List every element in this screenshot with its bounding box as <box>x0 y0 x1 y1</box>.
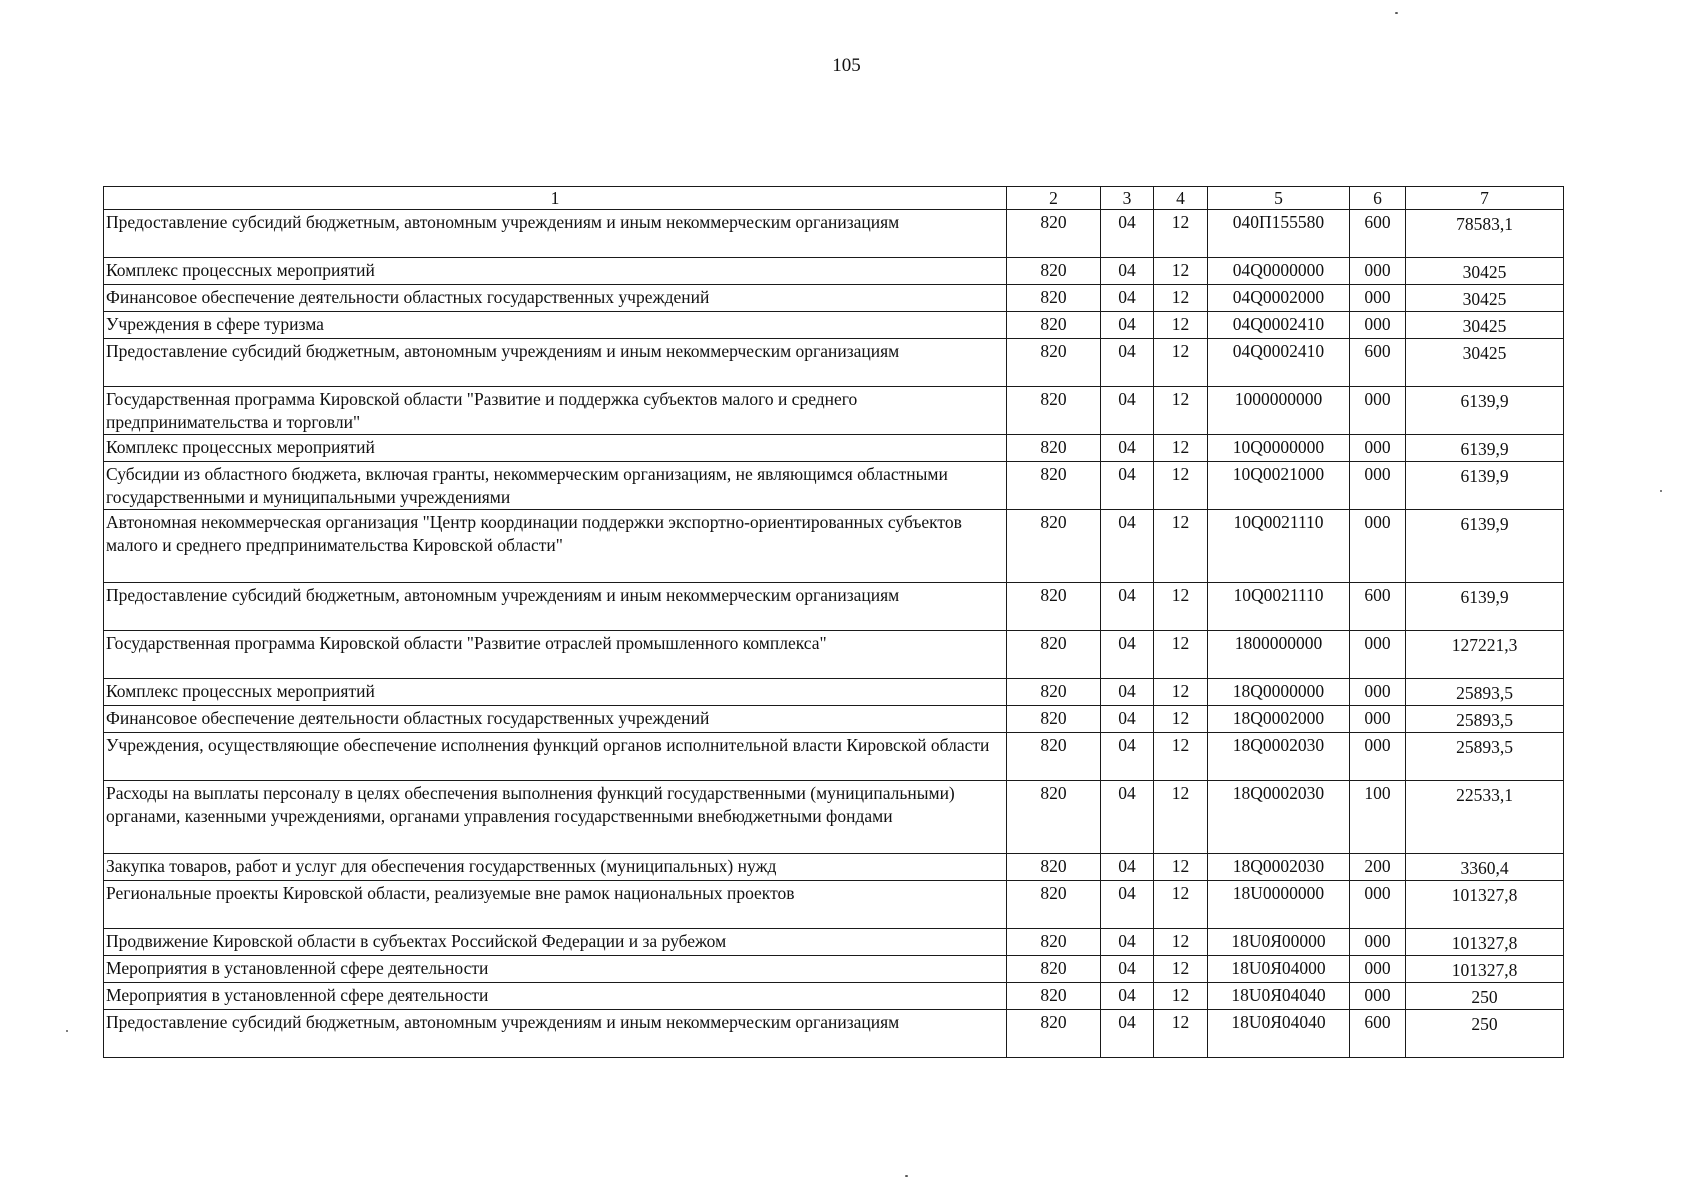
table-row <box>104 583 1564 631</box>
row-section-cell: 04 <box>1101 339 1154 387</box>
row-name-cell: Учреждения в сфере туризма <box>104 312 1007 339</box>
table-row <box>104 210 1564 258</box>
row-name-cell: Финансовое обеспечение деятельности областных государственных учреждений <box>104 706 1007 733</box>
table-row <box>104 781 1564 854</box>
header-cell-4: 4 <box>1154 187 1208 210</box>
row-grbs-cell: 820 <box>1007 285 1101 312</box>
row-target-article-cell: 04Q0002410 <box>1208 312 1350 339</box>
row-section-cell: 04 <box>1101 1010 1154 1058</box>
row-amount-cell: 25893,5 <box>1406 706 1564 733</box>
table-row <box>104 631 1564 679</box>
row-section-cell: 04 <box>1101 733 1154 781</box>
row-subsection-cell: 12 <box>1154 583 1208 631</box>
row-name-cell: Государственная программа Кировской области "Развитие отраслей промышленного комплекса" <box>104 631 1007 679</box>
table-header-row <box>104 187 1564 210</box>
row-subsection-cell: 12 <box>1154 258 1208 285</box>
row-amount-cell: 101327,8 <box>1406 929 1564 956</box>
row-name-cell: Субсидии из областного бюджета, включая гранты, некоммерческим организациям, не являющимся областными государственными и муниципальными учреждениями <box>104 462 1007 510</box>
row-expense-type-cell: 000 <box>1350 733 1406 781</box>
row-expense-type-cell: 000 <box>1350 387 1406 435</box>
row-grbs-cell: 820 <box>1007 312 1101 339</box>
row-subsection-cell: 12 <box>1154 706 1208 733</box>
row-expense-type-cell: 000 <box>1350 983 1406 1010</box>
row-section-cell: 04 <box>1101 258 1154 285</box>
row-grbs-cell: 820 <box>1007 956 1101 983</box>
row-expense-type-cell: 000 <box>1350 706 1406 733</box>
row-section-cell: 04 <box>1101 929 1154 956</box>
table-row <box>104 258 1564 285</box>
table-row <box>104 1010 1564 1058</box>
row-name-cell: Предоставление субсидий бюджетным, автономным учреждениям и иным некоммерческим организациям <box>104 583 1007 631</box>
row-subsection-cell: 12 <box>1154 733 1208 781</box>
row-amount-cell: 6139,9 <box>1406 510 1564 583</box>
row-grbs-cell: 820 <box>1007 510 1101 583</box>
row-target-article-cell: 04Q0002410 <box>1208 339 1350 387</box>
row-subsection-cell: 12 <box>1154 854 1208 881</box>
row-target-article-cell: 18U0Я04040 <box>1208 983 1350 1010</box>
header-cell-6: 6 <box>1350 187 1406 210</box>
row-name-cell: Государственная программа Кировской области "Развитие и поддержка субъектов малого и среднего предпринимательства и торговли" <box>104 387 1007 435</box>
page-number: 105 <box>832 55 861 76</box>
row-subsection-cell: 12 <box>1154 631 1208 679</box>
scan-speck <box>905 1175 908 1177</box>
row-name-cell: Предоставление субсидий бюджетным, автономным учреждениям и иным некоммерческим организациям <box>104 339 1007 387</box>
table-row <box>104 312 1564 339</box>
row-section-cell: 04 <box>1101 956 1154 983</box>
row-subsection-cell: 12 <box>1154 881 1208 929</box>
row-target-article-cell: 040П155580 <box>1208 210 1350 258</box>
row-section-cell: 04 <box>1101 462 1154 510</box>
row-subsection-cell: 12 <box>1154 781 1208 854</box>
row-amount-cell: 30425 <box>1406 258 1564 285</box>
row-expense-type-cell: 000 <box>1350 435 1406 462</box>
row-amount-cell: 3360,4 <box>1406 854 1564 881</box>
row-amount-cell: 6139,9 <box>1406 387 1564 435</box>
row-expense-type-cell: 000 <box>1350 462 1406 510</box>
table-row <box>104 339 1564 387</box>
row-name-cell: Учреждения, осуществляющие обеспечение исполнения функций органов исполнительной власти Кировской области <box>104 733 1007 781</box>
row-subsection-cell: 12 <box>1154 929 1208 956</box>
row-name-cell: Комплекс процессных мероприятий <box>104 258 1007 285</box>
row-target-article-cell: 18Q0000000 <box>1208 679 1350 706</box>
row-expense-type-cell: 000 <box>1350 679 1406 706</box>
row-grbs-cell: 820 <box>1007 462 1101 510</box>
row-name-cell: Автономная некоммерческая организация "Центр координации поддержки экспортно-ориентированных субъектов малого и среднего предпринимательства Кировской области" <box>104 510 1007 583</box>
row-amount-cell: 6139,9 <box>1406 462 1564 510</box>
row-expense-type-cell: 600 <box>1350 583 1406 631</box>
row-amount-cell: 78583,1 <box>1406 210 1564 258</box>
row-expense-type-cell: 000 <box>1350 285 1406 312</box>
row-grbs-cell: 820 <box>1007 706 1101 733</box>
row-grbs-cell: 820 <box>1007 435 1101 462</box>
row-name-cell: Комплекс процессных мероприятий <box>104 679 1007 706</box>
row-subsection-cell: 12 <box>1154 462 1208 510</box>
row-target-article-cell: 10Q0000000 <box>1208 435 1350 462</box>
row-target-article-cell: 18U0Я04040 <box>1208 1010 1350 1058</box>
table-row <box>104 285 1564 312</box>
row-grbs-cell: 820 <box>1007 781 1101 854</box>
row-amount-cell: 6139,9 <box>1406 583 1564 631</box>
row-subsection-cell: 12 <box>1154 679 1208 706</box>
row-name-cell: Расходы на выплаты персоналу в целях обеспечения выполнения функций государственными (муниципальными) органами, казенными учреждениями, органами управления государственными внебюджетными фондами <box>104 781 1007 854</box>
row-subsection-cell: 12 <box>1154 210 1208 258</box>
row-subsection-cell: 12 <box>1154 312 1208 339</box>
row-expense-type-cell: 000 <box>1350 510 1406 583</box>
row-grbs-cell: 820 <box>1007 854 1101 881</box>
row-grbs-cell: 820 <box>1007 210 1101 258</box>
row-section-cell: 04 <box>1101 210 1154 258</box>
table-row <box>104 706 1564 733</box>
row-amount-cell: 127221,3 <box>1406 631 1564 679</box>
row-section-cell: 04 <box>1101 387 1154 435</box>
budget-table <box>103 186 1564 1058</box>
row-amount-cell: 25893,5 <box>1406 679 1564 706</box>
row-name-cell: Закупка товаров, работ и услуг для обеспечения государственных (муниципальных) нужд <box>104 854 1007 881</box>
table-row <box>104 435 1564 462</box>
table-row <box>104 983 1564 1010</box>
row-section-cell: 04 <box>1101 679 1154 706</box>
row-section-cell: 04 <box>1101 435 1154 462</box>
row-section-cell: 04 <box>1101 285 1154 312</box>
row-expense-type-cell: 600 <box>1350 339 1406 387</box>
row-amount-cell: 101327,8 <box>1406 956 1564 983</box>
table-row <box>104 956 1564 983</box>
table-row <box>104 462 1564 510</box>
row-grbs-cell: 820 <box>1007 258 1101 285</box>
row-expense-type-cell: 600 <box>1350 1010 1406 1058</box>
row-name-cell: Предоставление субсидий бюджетным, автономным учреждениям и иным некоммерческим организациям <box>104 1010 1007 1058</box>
row-subsection-cell: 12 <box>1154 510 1208 583</box>
table-row <box>104 733 1564 781</box>
row-target-article-cell: 10Q0021110 <box>1208 583 1350 631</box>
row-name-cell: Региональные проекты Кировской области, реализуемые вне рамок национальных проектов <box>104 881 1007 929</box>
row-amount-cell: 30425 <box>1406 312 1564 339</box>
row-amount-cell: 6139,9 <box>1406 435 1564 462</box>
row-subsection-cell: 12 <box>1154 285 1208 312</box>
row-target-article-cell: 1800000000 <box>1208 631 1350 679</box>
row-target-article-cell: 18U0Я00000 <box>1208 929 1350 956</box>
row-expense-type-cell: 000 <box>1350 312 1406 339</box>
row-expense-type-cell: 200 <box>1350 854 1406 881</box>
row-subsection-cell: 12 <box>1154 1010 1208 1058</box>
row-grbs-cell: 820 <box>1007 387 1101 435</box>
header-cell-5: 5 <box>1208 187 1350 210</box>
row-name-cell: Комплекс процессных мероприятий <box>104 435 1007 462</box>
table-row <box>104 929 1564 956</box>
row-amount-cell: 250 <box>1406 983 1564 1010</box>
scan-speck <box>1660 490 1662 492</box>
row-grbs-cell: 820 <box>1007 983 1101 1010</box>
header-cell-2: 2 <box>1007 187 1101 210</box>
row-grbs-cell: 820 <box>1007 679 1101 706</box>
row-target-article-cell: 04Q0000000 <box>1208 258 1350 285</box>
table-row <box>104 387 1564 435</box>
row-amount-cell: 25893,5 <box>1406 733 1564 781</box>
table-row <box>104 881 1564 929</box>
row-amount-cell: 30425 <box>1406 285 1564 312</box>
row-amount-cell: 250 <box>1406 1010 1564 1058</box>
row-amount-cell: 101327,8 <box>1406 881 1564 929</box>
row-target-article-cell: 18Q0002030 <box>1208 733 1350 781</box>
row-grbs-cell: 820 <box>1007 583 1101 631</box>
row-section-cell: 04 <box>1101 881 1154 929</box>
row-target-article-cell: 18Q0002030 <box>1208 854 1350 881</box>
row-section-cell: 04 <box>1101 631 1154 679</box>
row-subsection-cell: 12 <box>1154 956 1208 983</box>
scan-speck <box>1395 12 1398 14</box>
row-subsection-cell: 12 <box>1154 339 1208 387</box>
row-amount-cell: 22533,1 <box>1406 781 1564 854</box>
row-section-cell: 04 <box>1101 706 1154 733</box>
row-section-cell: 04 <box>1101 781 1154 854</box>
row-name-cell: Мероприятия в установленной сфере деятельности <box>104 983 1007 1010</box>
row-section-cell: 04 <box>1101 583 1154 631</box>
header-cell-3: 3 <box>1101 187 1154 210</box>
header-cell-7: 7 <box>1406 187 1564 210</box>
row-name-cell: Предоставление субсидий бюджетным, автономным учреждениям и иным некоммерческим организациям <box>104 210 1007 258</box>
row-expense-type-cell: 100 <box>1350 781 1406 854</box>
row-grbs-cell: 820 <box>1007 733 1101 781</box>
row-expense-type-cell: 000 <box>1350 631 1406 679</box>
row-target-article-cell: 18Q0002030 <box>1208 781 1350 854</box>
table-row <box>104 679 1564 706</box>
row-target-article-cell: 04Q0002000 <box>1208 285 1350 312</box>
row-grbs-cell: 820 <box>1007 339 1101 387</box>
row-target-article-cell: 10Q0021110 <box>1208 510 1350 583</box>
row-subsection-cell: 12 <box>1154 387 1208 435</box>
row-section-cell: 04 <box>1101 510 1154 583</box>
table-row <box>104 854 1564 881</box>
table-row <box>104 510 1564 583</box>
row-expense-type-cell: 000 <box>1350 258 1406 285</box>
row-section-cell: 04 <box>1101 983 1154 1010</box>
row-target-article-cell: 18U0000000 <box>1208 881 1350 929</box>
row-expense-type-cell: 600 <box>1350 210 1406 258</box>
row-target-article-cell: 18Q0002000 <box>1208 706 1350 733</box>
row-expense-type-cell: 000 <box>1350 881 1406 929</box>
row-grbs-cell: 820 <box>1007 631 1101 679</box>
row-grbs-cell: 820 <box>1007 1010 1101 1058</box>
header-cell-1: 1 <box>104 187 1007 210</box>
row-target-article-cell: 1000000000 <box>1208 387 1350 435</box>
row-subsection-cell: 12 <box>1154 435 1208 462</box>
row-grbs-cell: 820 <box>1007 881 1101 929</box>
row-section-cell: 04 <box>1101 312 1154 339</box>
row-grbs-cell: 820 <box>1007 929 1101 956</box>
row-amount-cell: 30425 <box>1406 339 1564 387</box>
row-target-article-cell: 18U0Я04000 <box>1208 956 1350 983</box>
row-name-cell: Мероприятия в установленной сфере деятельности <box>104 956 1007 983</box>
row-section-cell: 04 <box>1101 854 1154 881</box>
scan-speck <box>66 1030 68 1032</box>
row-target-article-cell: 10Q0021000 <box>1208 462 1350 510</box>
row-expense-type-cell: 000 <box>1350 929 1406 956</box>
row-expense-type-cell: 000 <box>1350 956 1406 983</box>
row-name-cell: Финансовое обеспечение деятельности областных государственных учреждений <box>104 285 1007 312</box>
row-name-cell: Продвижение Кировской области в субъектах Российской Федерации и за рубежом <box>104 929 1007 956</box>
row-subsection-cell: 12 <box>1154 983 1208 1010</box>
